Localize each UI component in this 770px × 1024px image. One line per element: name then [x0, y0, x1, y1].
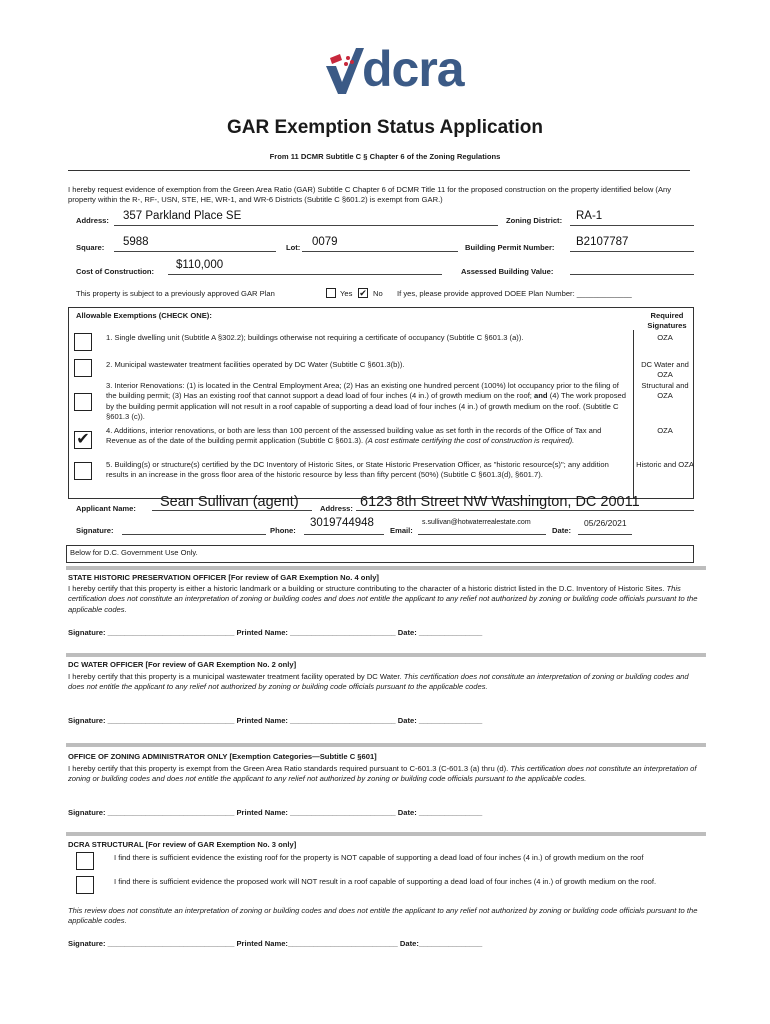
- applicant-phone-value[interactable]: 3019744948: [310, 517, 374, 529]
- address-value[interactable]: 357 Parkland Place SE: [123, 210, 242, 222]
- exemption-4-text-main: 4. Additions, interior renovations, or both are less than 100 percent of the assessed building value as set forth in the records of the Office of Tax and Revenue as of the date of the building permit application (Subtitle C §601.3).: [106, 426, 602, 446]
- oza-body: [68, 764, 698, 785]
- cost-value[interactable]: $110,000: [176, 259, 224, 271]
- applicant-address-label: Address:: [320, 504, 353, 513]
- exemption-1-text: 1. Single dwelling unit (Subtitle A §302.2); buildings otherwise not requiring a certificate of occupancy (Subtitle C §601.3 (a)).: [106, 333, 524, 342]
- lot-label: Lot:: [286, 243, 301, 252]
- exemption-3-text-main: 3. Interior Renovations: (1) is located in the Central Employment Area; (2) Has an existing one hundred percent (100%) lot occupancy prior to the filing of the building permit; (3) Has an existing roof that cannot support a dead load of four inches (4 in.) of growth medium on the roof;: [106, 381, 619, 401]
- page-title: GAR Exemption Status Application: [227, 117, 543, 138]
- exemption-2-checkbox[interactable]: [74, 359, 92, 377]
- dcwater-body-main: I hereby certify that this property is a municipal wastewater treatment facility operated by DC Water.: [68, 672, 402, 681]
- permit-line: [570, 251, 694, 252]
- logo-text: dcra: [362, 41, 464, 97]
- exemption-4-checkbox[interactable]: ✔: [74, 431, 92, 449]
- shpo-body: [68, 584, 698, 615]
- intro-text: I hereby request evidence of exemption from the Green Area Ratio (GAR) Subtitle C Chapter 6 of DCMR Title 11 for the proposed construction on the property identified below (Any property within the R-, RF-, USN, STE, HE, WR-1, and WR-6 Districts (Subtitle C §601.2) is exempt from GAR.): [68, 185, 672, 205]
- structural-heading: DCRA STRUCTURAL [For review of GAR Exemption No. 3 only]: [68, 840, 297, 849]
- applicant-name-line: [152, 510, 312, 511]
- applicant-email-label: Email:: [390, 526, 413, 535]
- exemption-2-text: 2. Municipal wastewater treatment facilities operated by DC Water (Subtitle C §601.3(b)).: [106, 360, 405, 369]
- gar-plan-yes-checkbox[interactable]: [326, 288, 336, 298]
- applicant-date-label: Date:: [552, 526, 571, 535]
- assessed-line: [570, 274, 694, 275]
- dcwater-body-note: This certification does not constitute an interpretation of zoning or building codes and does not entitle the applicant to any relief not authorized by zoning or building code officials pursuant to the applicable codes.: [68, 672, 689, 692]
- square-label: Square:: [76, 243, 105, 252]
- zoning-line: [570, 225, 694, 226]
- dcwater-body: [68, 672, 698, 693]
- dcwater-heading: DC WATER OFFICER [For review of GAR Exemption No. 2 only]: [68, 660, 297, 669]
- applicant-date-line: [578, 534, 632, 535]
- exemption-4-signature: OZA: [657, 426, 673, 435]
- exemption-3-and: and: [534, 391, 548, 401]
- square-value[interactable]: 5988: [123, 236, 149, 248]
- applicant-email-line: [418, 534, 546, 535]
- structural-note: This review does not constitute an interpretation of zoning or building codes and does not entitle the applicant to any relief not authorized by zoning or building code officials pursuant to the applicable codes.: [68, 906, 698, 926]
- exemption-4-text: [106, 426, 628, 447]
- lot-line: [302, 251, 458, 252]
- square-line: [114, 251, 276, 252]
- cost-label: Cost of Construction:: [76, 267, 155, 276]
- shpo-heading: STATE HISTORIC PRESERVATION OFFICER [For review of GAR Exemption No. 4 only]: [68, 573, 379, 582]
- signatures-header: Required Signatures: [647, 311, 687, 331]
- logo-check-icon: [322, 44, 364, 96]
- exemption-2-signature: DC Water and OZA: [641, 360, 689, 380]
- title-divider: [68, 170, 690, 171]
- gar-plan-question: This property is subject to a previously approved GAR Plan: [76, 289, 275, 298]
- exemptions-table-divider: [633, 330, 634, 499]
- exemption-5-checkbox[interactable]: [74, 462, 92, 480]
- exemption-5-signature: Historic and OZA: [636, 460, 694, 469]
- gov-use-text: Below for D.C. Government Use Only.: [70, 548, 198, 557]
- shpo-body-note: This certification does not constitute an interpretation of zoning or building codes and does not entitle the applicant to any relief not authorized by zoning or building code officials pursuant to the applicable codes.: [68, 584, 698, 614]
- exemption-1-checkbox[interactable]: [74, 333, 92, 351]
- exemption-5-text: 5. Building(s) or structure(s) certified by the DC Inventory of Historic Sites, or State Historic Preservation Officer, as "historic resource(s)"; any addition results in an increase in the gross floor area of the historic resource by less than fifty percent (50%) (Subtitle C §601.3(d), §601.7).: [106, 460, 609, 480]
- oza-body-main: I hereby certify that this property is exempt from the Green Area Ratio standards required pursuant to C-601.3 (C-601.3 (a) thru (d).: [68, 764, 509, 773]
- exemption-3-checkbox[interactable]: [74, 393, 92, 411]
- dcra-logo: [322, 40, 472, 100]
- permit-value[interactable]: B2107787: [576, 236, 629, 248]
- structural-option-2-text: I find there is sufficient evidence the proposed work will NOT result in a roof capable of supporting a dead load of four inches (4 in.) of growth medium on the roof.: [114, 877, 657, 886]
- exemption-3-signature: Structural and OZA: [641, 381, 689, 401]
- cost-line: [168, 274, 442, 275]
- applicant-signature-label: Signature:: [76, 526, 114, 535]
- zoning-value[interactable]: RA-1: [576, 210, 603, 222]
- structural-option-1-text: I find there is sufficient evidence the existing roof for the property is NOT capable of supporting a dead load of four inches (4 in.) of growth medium on the roof: [114, 853, 644, 862]
- address-line: [114, 225, 498, 226]
- exemption-4-text-note: (A cost estimate certifying the cost of construction is required).: [365, 436, 575, 446]
- applicant-date-value[interactable]: 05/26/2021: [584, 518, 627, 528]
- permit-label: Building Permit Number:: [465, 243, 555, 252]
- gar-plan-no-checkbox[interactable]: ✔: [359, 288, 367, 298]
- oza-body-note: This certification does not constitute an interpretation of zoning or building codes and does not entitle the applicant to any relief not authorized by zoning or building code officials pursuant to the applicable codes.: [68, 764, 697, 784]
- gar-plan-no-label: No: [373, 289, 383, 298]
- shpo-signature-line[interactable]: Signature: ______________________________ Printed Name: _________________________ Date: _______________: [68, 628, 483, 637]
- assessed-label: Assessed Building Value:: [461, 267, 554, 276]
- section-band-oza: [66, 743, 706, 747]
- lot-value[interactable]: 0079: [312, 236, 338, 248]
- exemption-3-text: [106, 381, 628, 422]
- page-subtitle: From 11 DCMR Subtitle C § Chapter 6 of the Zoning Regulations: [269, 152, 501, 161]
- applicant-name-value[interactable]: Sean Sullivan (agent): [160, 494, 299, 510]
- shpo-body-main: I hereby certify that this property is either a historic landmark or a building or structure contributing to the character of a historic district listed in the D.C. Inventory of Historic Sites.: [68, 584, 665, 593]
- applicant-phone-line: [304, 534, 384, 535]
- applicant-signature-line[interactable]: [122, 534, 266, 535]
- applicant-phone-label: Phone:: [270, 526, 296, 535]
- structural-option-2-checkbox[interactable]: [76, 876, 94, 894]
- structural-signature-line[interactable]: Signature: ______________________________ Printed Name:__________________________ Date:_______________: [68, 939, 483, 948]
- zoning-label: Zoning District:: [506, 216, 563, 225]
- structural-option-1-checkbox[interactable]: [76, 852, 94, 870]
- applicant-email-value[interactable]: s.sullivan@hotwaterrealestate.com: [422, 519, 531, 526]
- exemption-3-text-end: (4) The work proposed by the building permit application will not result in a roof capable of supporting a dead load of four inches (4 in.) of growth medium on the roof. (Subtitle C §601.3 (c)).: [106, 391, 626, 421]
- oza-heading: OFFICE OF ZONING ADMINISTRATOR ONLY [Exemption Categories—Subtitle C §601]: [68, 752, 377, 761]
- gar-plan-yes-label: Yes: [340, 289, 353, 298]
- exemptions-header: Allowable Exemptions (CHECK ONE):: [76, 311, 212, 320]
- applicant-address-line: [356, 510, 694, 511]
- applicant-name-label: Applicant Name:: [76, 504, 136, 513]
- section-band-shpo: [66, 566, 706, 570]
- section-band-dcwater: [66, 653, 706, 657]
- dcwater-signature-line[interactable]: Signature: ______________________________ Printed Name: _________________________ Date: _______________: [68, 716, 483, 725]
- address-label: Address:: [76, 216, 109, 225]
- applicant-address-value[interactable]: 6123 8th Street NW Washington, DC 20011: [360, 494, 640, 510]
- gar-plan-followup: If yes, please provide approved DOEE Plan Number: _____________: [397, 289, 632, 298]
- oza-signature-line[interactable]: Signature: ______________________________ Printed Name: _________________________ Date: _______________: [68, 808, 483, 817]
- section-band-structural: [66, 832, 706, 836]
- exemption-1-signature: OZA: [657, 333, 673, 342]
